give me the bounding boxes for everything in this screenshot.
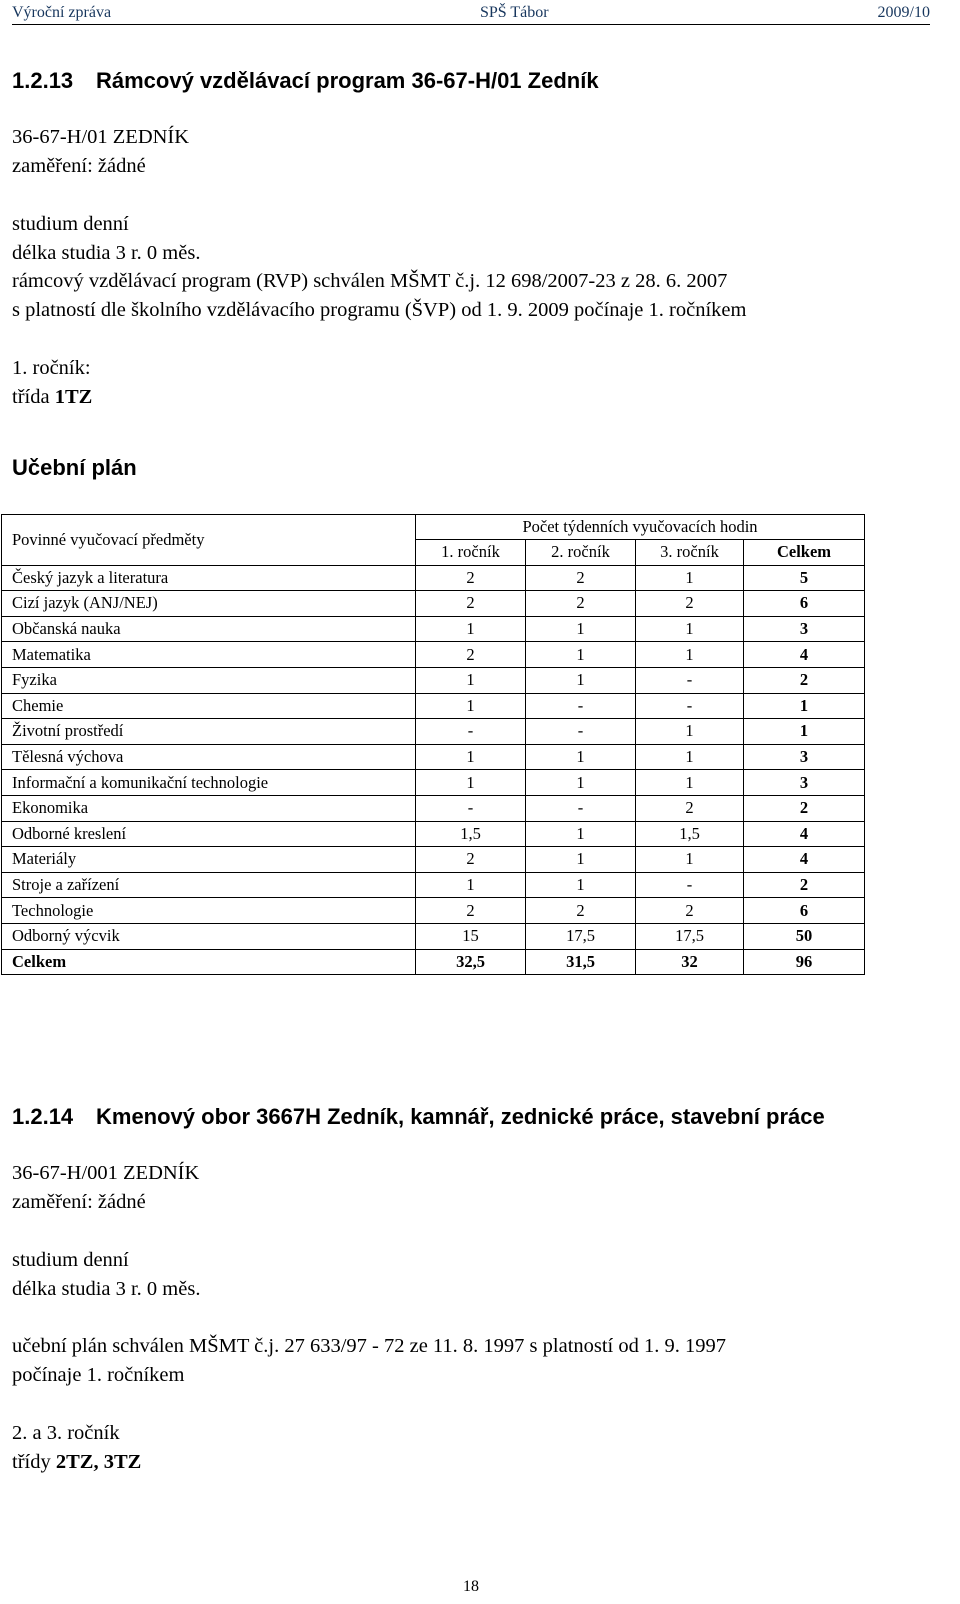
curriculum-table-body [2, 565, 865, 975]
year-2-hours-cell: 17,5 [526, 923, 636, 949]
year-2-hours-cell: 2 [526, 898, 636, 924]
year-3-hours-cell: 1 [636, 616, 744, 642]
year-3-hours-cell: 1 [636, 565, 744, 591]
table-row [2, 770, 865, 796]
total-hours-cell: 6 [744, 898, 865, 924]
page-header [12, 2, 930, 25]
year-2-hours-cell: 1 [526, 667, 636, 693]
subject-cell: Stroje a zařízení [2, 872, 416, 898]
year-2-hours-cell: 1 [526, 616, 636, 642]
year-1-header: 1. ročník [416, 540, 526, 566]
year-1-hours-cell: 1 [416, 693, 526, 719]
subject-cell: Tělesná výchova [2, 744, 416, 770]
table-header-row-1 [2, 515, 865, 540]
section-2-heading [12, 1104, 825, 1130]
header-school-year: 2009/10 [877, 4, 930, 21]
total-hours-cell: 4 [744, 821, 865, 847]
section-2-number: 1.2.14 [12, 1104, 74, 1129]
year-2-hours-cell: - [526, 693, 636, 719]
header-document-title: Výroční zpráva [12, 4, 112, 21]
section-1-focus: zaměření: žádné [12, 155, 146, 177]
year-3-hours-cell: 1 [636, 719, 744, 745]
curriculum-plan-title: Učební plán [12, 455, 137, 480]
grand-total-cell: 96 [744, 949, 865, 975]
section-2-code: 36-67-H/001 ZEDNÍK [12, 1162, 200, 1184]
subject-cell: Cizí jazyk (ANJ/NEJ) [2, 591, 416, 617]
year-3-hours-cell: 2 [636, 591, 744, 617]
section-1-title: Rámcový vzdělávací program 36-67-H/01 Zedník [96, 68, 599, 93]
year-3-hours-cell: 17,5 [636, 923, 744, 949]
year-1-hours-cell: - [416, 795, 526, 821]
subject-cell: Český jazyk a literatura [2, 565, 416, 591]
year-1-hours-cell: 1 [416, 770, 526, 796]
year-1-hours-cell: - [416, 719, 526, 745]
subject-cell: Matematika [2, 642, 416, 668]
weekly-hours-group-header: Počet týdenních vyučovacích hodin [416, 515, 865, 540]
subject-column-header: Povinné vyučovací předměty [2, 515, 416, 566]
table-row [2, 591, 865, 617]
subject-cell: Odborný výcvik [2, 923, 416, 949]
page-number: 18 [463, 1578, 479, 1595]
section-1-year: 1. ročník: [12, 357, 91, 379]
total-hours-cell: 3 [744, 616, 865, 642]
table-row [2, 872, 865, 898]
table-row [2, 898, 865, 924]
table-row [2, 923, 865, 949]
table-row [2, 847, 865, 873]
subject-cell: Odborné kreslení [2, 821, 416, 847]
year-2-hours-cell: - [526, 795, 636, 821]
section-1-svp-validity: s platností dle školního vzdělávacího programu (ŠVP) od 1. 9. 2009 počínaje 1. ročníkem [12, 299, 747, 321]
year-2-hours-cell: 1 [526, 847, 636, 873]
year-2-hours-cell: 2 [526, 565, 636, 591]
year-3-hours-cell: 1 [636, 847, 744, 873]
table-row [2, 821, 865, 847]
year-1-hours-cell: 2 [416, 565, 526, 591]
classes-value: 2TZ, 3TZ [55, 1451, 142, 1473]
total-hours-cell: 2 [744, 872, 865, 898]
section-2-years: 2. a 3. ročník [12, 1422, 120, 1444]
year-3-header: 3. ročník [636, 540, 744, 566]
year-3-hours-cell: 1 [636, 744, 744, 770]
total-hours-cell: 4 [744, 642, 865, 668]
subject-cell: Občanská nauka [2, 616, 416, 642]
year-1-hours-cell: 1 [416, 616, 526, 642]
table-row [2, 719, 865, 745]
year-1-hours-cell: 1,5 [416, 821, 526, 847]
section-2-title: Kmenový obor 3667H Zedník, kamnář, zednické práce, stavební práce [96, 1104, 825, 1129]
year-3-hours-cell: 1 [636, 642, 744, 668]
year-2-hours-cell: 1 [526, 642, 636, 668]
total-hours-cell: 2 [744, 795, 865, 821]
subject-cell: Materiály [2, 847, 416, 873]
section-2-focus: zaměření: žádné [12, 1191, 146, 1213]
table-total-row [2, 949, 865, 975]
year-2-total-cell: 31,5 [526, 949, 636, 975]
classes-label: třídy [12, 1451, 56, 1473]
table-row [2, 667, 865, 693]
year-3-hours-cell: - [636, 667, 744, 693]
total-hours-cell: 4 [744, 847, 865, 873]
total-hours-cell: 3 [744, 744, 865, 770]
year-3-hours-cell: 1 [636, 770, 744, 796]
table-row [2, 616, 865, 642]
year-1-hours-cell: 1 [416, 667, 526, 693]
total-hours-cell: 1 [744, 693, 865, 719]
year-1-hours-cell: 2 [416, 642, 526, 668]
curriculum-table [1, 514, 865, 975]
table-row [2, 795, 865, 821]
class-label: třída [12, 386, 55, 408]
subject-cell: Ekonomika [2, 795, 416, 821]
section-2-starting-year: počínaje 1. ročníkem [12, 1364, 185, 1386]
year-3-hours-cell: - [636, 872, 744, 898]
subject-cell: Informační a komunikační technologie [2, 770, 416, 796]
section-2-study-length: délka studia 3 r. 0 měs. [12, 1278, 201, 1300]
table-row [2, 565, 865, 591]
section-1-study-length: délka studia 3 r. 0 měs. [12, 242, 201, 264]
header-school-name: SPŠ Tábor [480, 4, 549, 21]
section-1-code: 36-67-H/01 ZEDNÍK [12, 126, 190, 148]
year-3-hours-cell: 2 [636, 898, 744, 924]
section-2-plan-approval: učební plán schválen MŠMT č.j. 27 633/97 - 72 ze 11. 8. 1997 s platností od 1. 9. 1997 [12, 1335, 727, 1357]
section-1-number: 1.2.13 [12, 68, 74, 93]
table-row [2, 693, 865, 719]
year-1-hours-cell: 1 [416, 872, 526, 898]
year-1-hours-cell: 2 [416, 591, 526, 617]
year-1-hours-cell: 15 [416, 923, 526, 949]
year-2-hours-cell: 1 [526, 872, 636, 898]
section-1-class [12, 386, 92, 409]
table-row [2, 744, 865, 770]
subject-cell: Fyzika [2, 667, 416, 693]
year-1-total-cell: 32,5 [416, 949, 526, 975]
total-hours-cell: 3 [744, 770, 865, 796]
total-column-header: Celkem [744, 540, 865, 566]
total-hours-cell: 50 [744, 923, 865, 949]
year-2-header: 2. ročník [526, 540, 636, 566]
subject-cell: Chemie [2, 693, 416, 719]
year-2-hours-cell: 2 [526, 591, 636, 617]
year-1-hours-cell: 2 [416, 898, 526, 924]
year-3-hours-cell: 2 [636, 795, 744, 821]
section-1-rvp-approval: rámcový vzdělávací program (RVP) schválen MŠMT č.j. 12 698/2007-23 z 28. 6. 2007 [12, 270, 728, 292]
year-2-hours-cell: 1 [526, 770, 636, 796]
total-label-cell: Celkem [2, 949, 416, 975]
subject-cell: Technologie [2, 898, 416, 924]
class-value: 1TZ [54, 386, 93, 408]
year-3-total-cell: 32 [636, 949, 744, 975]
total-hours-cell: 1 [744, 719, 865, 745]
year-2-hours-cell: - [526, 719, 636, 745]
year-3-hours-cell: - [636, 693, 744, 719]
section-2-classes [12, 1451, 141, 1474]
total-hours-cell: 5 [744, 565, 865, 591]
section-2-study-form: studium denní [12, 1249, 129, 1271]
year-1-hours-cell: 2 [416, 847, 526, 873]
total-hours-cell: 6 [744, 591, 865, 617]
section-1-study-form: studium denní [12, 213, 129, 235]
year-2-hours-cell: 1 [526, 744, 636, 770]
section-1-heading [12, 68, 599, 94]
total-hours-cell: 2 [744, 667, 865, 693]
year-1-hours-cell: 1 [416, 744, 526, 770]
subject-cell: Životní prostředí [2, 719, 416, 745]
table-row [2, 642, 865, 668]
year-3-hours-cell: 1,5 [636, 821, 744, 847]
year-2-hours-cell: 1 [526, 821, 636, 847]
